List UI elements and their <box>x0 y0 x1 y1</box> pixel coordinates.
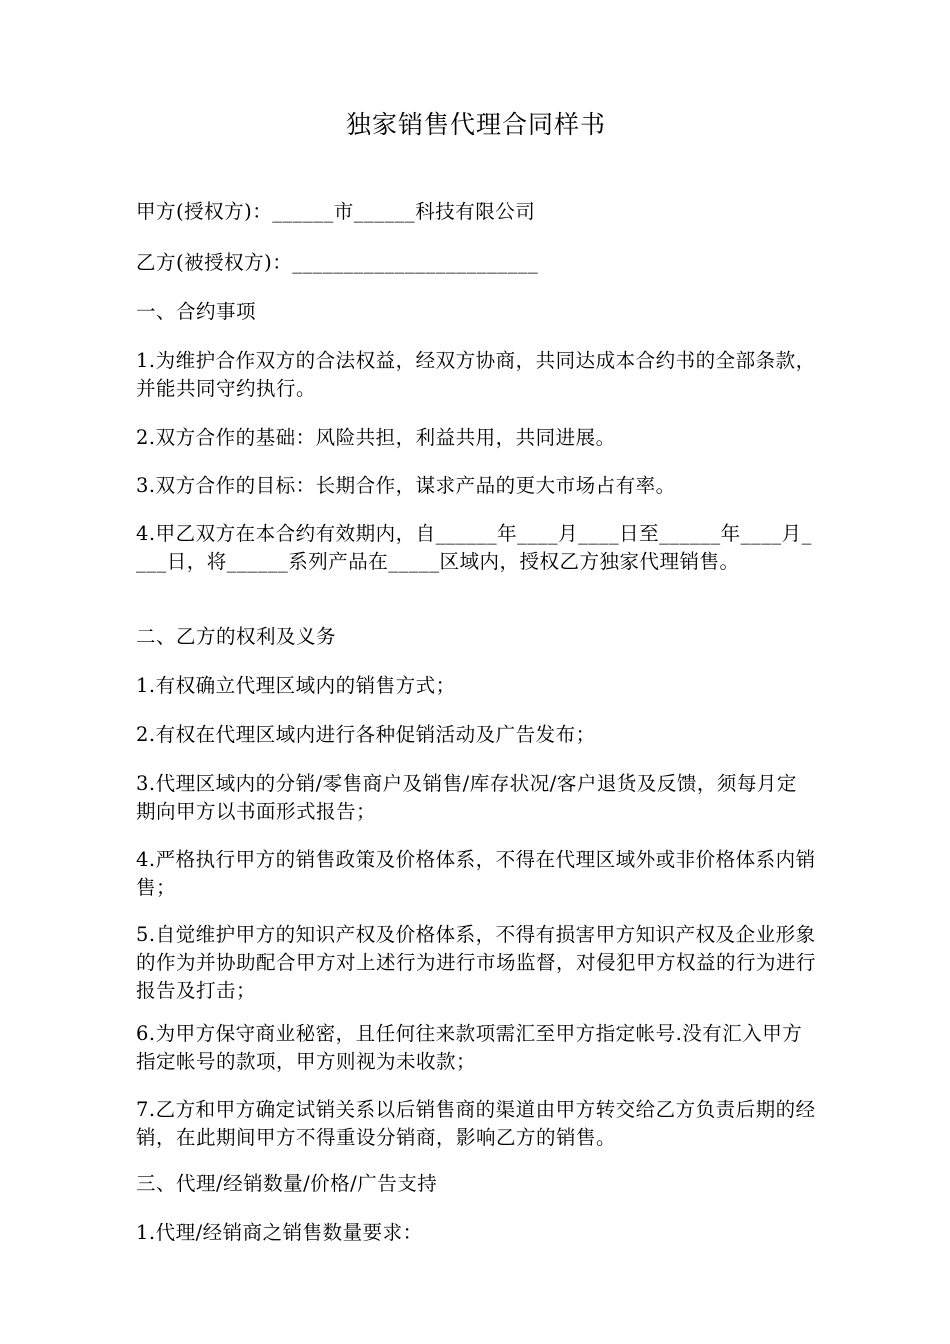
paragraph-1-4: 4.甲乙双方在本合约有效期内，自______年____月____日至______年____月____日，将______系列产品在_____区域内，授权乙方独家代理销售。 <box>136 522 812 573</box>
paragraph-1-1: 1.为维护合作双方的合法权益，经双方协商，共同达成本合约书的全部条款，并能共同守约执行。 <box>136 349 816 400</box>
paragraph-2-1: 1.有权确立代理区域内的销售方式； <box>136 674 456 697</box>
party-a-line: 甲方(授权方)：______市______科技有限公司 <box>136 200 536 223</box>
paragraph-2-5: 5.自觉维护甲方的知识产权及价格体系，不得有损害甲方知识产权及企业形象的作为并协助配合甲方对上述行为进行市场监督，对侵犯甲方权益的行为进行报告及打击； <box>136 923 817 1002</box>
document-title: 独家销售代理合同样书 <box>345 110 606 139</box>
party-b-line: 乙方(被授权方)：________________________ <box>136 251 539 274</box>
section-heading-1: 一、合约事项 <box>136 300 257 323</box>
paragraph-2-3: 3.代理区域内的分销/零售商户及销售/库存状况/客户退货及反馈，须每月定期向甲方以书面形式报告； <box>136 772 797 823</box>
paragraph-2-6: 6.为甲方保守商业秘密，且任何往来款项需汇至甲方指定帐号.没有汇入甲方指定帐号的款项，甲方则视为未收款； <box>136 1022 803 1073</box>
paragraph-3-1: 1.代理/经销商之销售数量要求： <box>136 1221 423 1244</box>
paragraph-1-2: 2.双方合作的基础：风险共担，利益共用，共同进展。 <box>136 426 616 449</box>
paragraph-2-7: 7.乙方和甲方确定试销关系以后销售商的渠道由甲方转交给乙方负责后期的经销，在此期间甲方不得重设分销商，影响乙方的销售。 <box>136 1098 816 1149</box>
section-heading-3: 三、代理/经销数量/价格/广告支持 <box>136 1172 438 1195</box>
paragraph-2-4: 4.严格执行甲方的销售政策及价格体系，不得在代理区域外或非价格体系内销售； <box>136 848 816 899</box>
paragraph-2-2: 2.有权在代理区域内进行各种促销活动及广告发布； <box>136 723 596 746</box>
section-heading-2: 二、乙方的权利及义务 <box>136 625 337 648</box>
paragraph-1-3: 3.双方合作的目标：长期合作，谋求产品的更大市场占有率。 <box>136 474 676 497</box>
